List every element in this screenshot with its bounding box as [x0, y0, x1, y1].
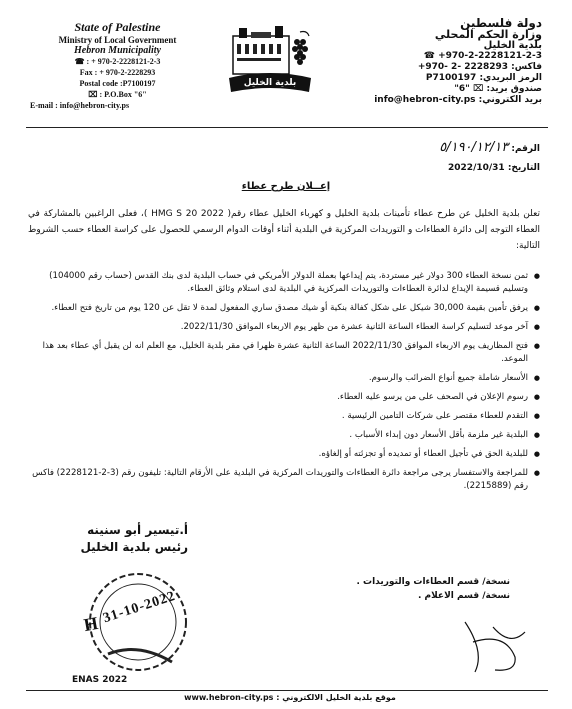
- fax-en: Fax : + 970-2-2228293: [79, 68, 156, 77]
- reference-value: ٥/١٩٠/١٢/١٣: [439, 140, 509, 155]
- header-divider: [26, 127, 548, 128]
- municipality-name-en: Hebron Municipality: [74, 45, 161, 56]
- footer-website[interactable]: www.hebron-city.ps: [184, 693, 274, 702]
- intro-paragraph: تعلن بلدية الخليل عن طرح عطاء تأمينات بلدية الخليل و كهرباء الخليل عطاء رقم( HMG S 20 2022 )، فعلى الراغبين بالمشاركة في العطاء التوجه إلى دائرة العطاءات و التوريدات المركزية في البلدية أثناء أوقات الدوام الرسمي للحصول على كراسة العطاء حسب الشروط التالية:: [28, 209, 540, 251]
- condition-item: ● رسوم الإعلان في الصحف على من يرسو عليه العطاء.: [28, 391, 540, 404]
- handwritten-initials-icon: [455, 612, 535, 682]
- logo-text: بلدية الخليل: [243, 78, 297, 88]
- signatory-name: أ.تيسير أبو سنينه: [87, 523, 188, 537]
- conditions-list: [28, 270, 540, 499]
- email-row-ar: [352, 95, 542, 106]
- state-name-ar: دولة فلسطين: [460, 16, 542, 30]
- po-box-en: ⌧ : P.O.Box "6": [88, 90, 147, 99]
- postal-code-en: Postal code :P7100197: [79, 79, 156, 88]
- condition-item: ● للمراجعة والاستفسار يرجى مراجعة دائرة العطاءات والتوريدات المركزية في البلدية على الأرقام التالية: تليفون رقم (3-2-2228121) فاكس رقم (2215889).: [28, 467, 540, 493]
- signature-block: [28, 522, 188, 556]
- stamp-date: 31-10-2022: [101, 588, 178, 627]
- footer-divider: [26, 690, 548, 691]
- fax-ar: فاكس: 2228293 -2 -970+: [417, 62, 542, 72]
- date-label: التاريخ:: [507, 163, 540, 173]
- footer-code: ENAS 2022: [72, 675, 128, 685]
- copy-line: نسخة/ قسم العطاءات والتوريدات .: [356, 577, 510, 587]
- phone-en: ☎ : + 970-2-2228121-2-3: [74, 57, 161, 66]
- postal-code-ar: الرمز البريدي: P7100197: [425, 73, 542, 83]
- state-name-en: State of Palestine: [74, 20, 161, 34]
- email-label-ar: بريد الكتروني:: [478, 95, 542, 105]
- condition-item: ● ثمن نسخة العطاء 300 دولار غير مستردة، يتم إيداعها بعملة الدولار الأمريكي في حساب البلدية لدى بنك القدس (حساب رقم 104000) وتسليم قسيمة الإيداع لدائرة العطاءات والتوريدات المركزية في البلدية لدى استلام وثائق العطاء.: [28, 270, 540, 296]
- condition-item: ● آخر موعد لتسليم كراسة العطاء الساعة الثانية عشرة من ظهر يوم الاربعاء الموافق 2022/11/30.: [28, 321, 540, 334]
- header-english: [30, 20, 205, 111]
- email-en: E-mail : info@hebron-city.ps: [30, 101, 130, 110]
- footer-website-label: : موقع بلدية الخليل الالكتروني: [276, 693, 396, 702]
- condition-item: ● التقدم للعطاء مقتصر على شركات التامين الرئيسية .: [28, 410, 540, 423]
- municipality-logo: [225, 22, 315, 100]
- ministry-name-en: Ministry of Local Government: [58, 35, 177, 45]
- announcement-title: إعــلان طرح عطاء: [241, 181, 331, 192]
- email-ar: info@hebron-city.ps: [374, 95, 476, 105]
- condition-item: ● يرفق تأمين بقيمة 30,000 شيكل على شكل كفالة بنكية أو شيك مصدق ساري المفعول لمدة لا تقل عن 120 يوم من تاريخ فتح العطاء.: [28, 302, 540, 315]
- ministry-name-ar: وزارة الحكم المحلي: [434, 28, 542, 41]
- footer-website-row: [170, 693, 410, 702]
- phone-ar: ☎ +970-2-2228121-2-3: [423, 51, 542, 61]
- header-arabic: [352, 18, 542, 106]
- reference-row: [330, 140, 540, 155]
- reference-label: الرقم:: [511, 144, 540, 154]
- copy-line: نسخة/ قسم الاعلام .: [417, 591, 510, 601]
- condition-item: ● البلدية غير ملزمة بأقل الأسعار دون إبداء الأسباب .: [28, 429, 540, 442]
- date-row: [330, 163, 540, 173]
- po-box-ar: صندوق بريد: ⌧ "6": [454, 84, 542, 94]
- condition-item: ● للبلدية الحق في تأجيل العطاء أو تمديده أو تجزئته أو إلغاؤه.: [28, 448, 540, 461]
- copies-list: [300, 575, 510, 603]
- condition-item: ● فتح المظاريف يوم الاربعاء الموافق 2022/11/30 الساعة الثانية عشرة ظهرا في مقر بلدية الخليل، مع العلم انه لن يقبل أي عطاء بعد هذا الموعد.: [28, 340, 540, 366]
- logo-emblem-icon: [225, 22, 315, 100]
- municipality-name-ar: بلدية الخليل: [483, 40, 542, 51]
- signatory-position: رئيس بلدية الخليل: [80, 540, 188, 554]
- stamp-letter: H: [82, 612, 100, 636]
- date-value: 2022/10/31: [448, 163, 505, 173]
- official-stamp: [78, 562, 198, 682]
- condition-item: ● الأسعار شاملة جميع أنواع الضرائب والرسوم.: [28, 372, 540, 385]
